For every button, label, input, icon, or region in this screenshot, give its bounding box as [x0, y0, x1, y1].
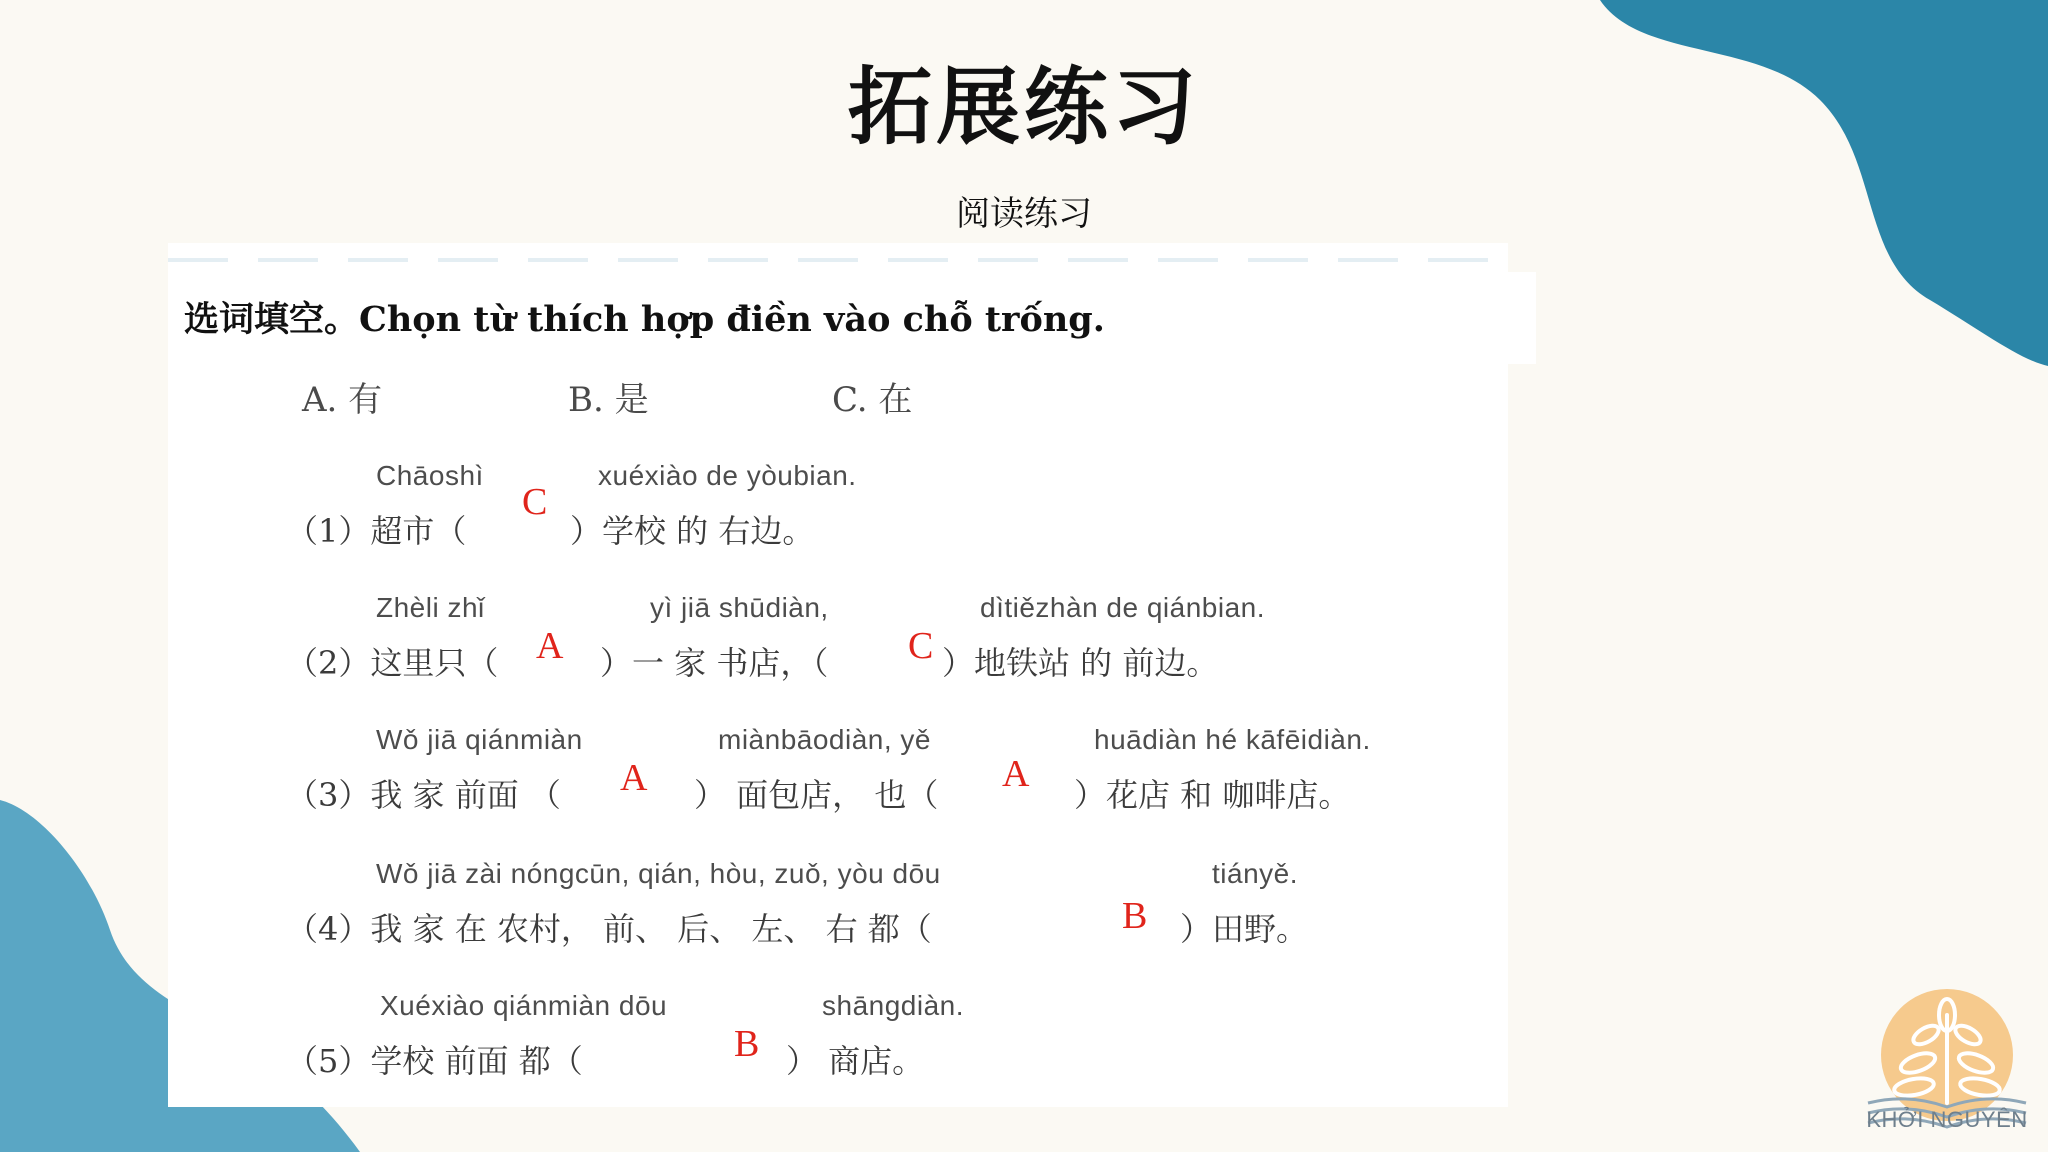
item-2-answer-2: C [908, 625, 934, 667]
item-3-pinyin: Wǒ jiā qiánmiàn [376, 724, 583, 755]
option-a: A. 有 [302, 380, 383, 420]
item-3-answer-2: A [1002, 753, 1030, 795]
item-1-pinyin: xuéxiào de yòubian. [598, 460, 857, 491]
item-2-pinyin: dìtiězhàn de qiánbian. [980, 592, 1265, 623]
item-2-text: （2）这里只（ [286, 644, 499, 682]
item-5-answer: B [734, 1023, 760, 1065]
item-5-text: （5）学校 前面 都（ [286, 1042, 583, 1080]
item-2-pinyin: Zhèli zhǐ [376, 592, 485, 623]
item-3-answer-1: A [620, 757, 648, 799]
item-3-text: ）花店 和 咖啡店。 [1074, 776, 1351, 814]
item-2-answer-1: A [536, 625, 564, 667]
item-4-text: ）田野。 [1180, 910, 1309, 948]
item-1-text: （1）超市（ [286, 512, 467, 550]
item-2-text: ）一 家 书店，（ [600, 644, 829, 682]
item-4-pinyin: tiányě. [1212, 858, 1298, 889]
item-3-text: （3）我 家 前面 （ [286, 776, 561, 814]
option-b: B. 是 [568, 380, 649, 420]
item-4-pinyin: Wǒ jiā zài nóngcūn, qián, hòu, zuǒ, yòu dōu [376, 858, 941, 889]
item-4-answer: B [1122, 895, 1148, 937]
item-2-pinyin: yì jiā shūdiàn, [650, 592, 829, 623]
item-5-text: ） 商店。 [786, 1042, 925, 1080]
item-1-answer: C [522, 481, 548, 523]
item-3-pinyin: miànbāodiàn, yě [718, 724, 931, 755]
item-3-pinyin: huādiàn hé kāfēidiàn. [1094, 724, 1371, 755]
slide-subtitle: 阅读练习 [956, 194, 1092, 234]
instruction-text: 选词填空。Chọn từ thích hợp điền vào chỗ trống. [184, 299, 1105, 340]
option-c: C. 在 [832, 380, 913, 420]
logo-text: KHỞI NGUYÊN [1866, 1107, 2028, 1132]
item-4-text: （4）我 家 在 农村， 前、 后、 左、 右 都（ [286, 910, 932, 948]
item-3-text: ） 面包店， 也（ [694, 776, 939, 814]
item-2-text: ）地铁站 的 前边。 [942, 644, 1219, 682]
panel-top-divider [168, 258, 1508, 262]
slide-title: 拓展练习 [847, 57, 1200, 156]
item-1-text: ）学校 的 右边。 [570, 512, 815, 550]
item-5-pinyin: shāngdiàn. [822, 990, 965, 1021]
item-1-pinyin: Chāoshì [376, 460, 484, 491]
item-5-pinyin: Xuéxiào qiánmiàn dōu [380, 990, 668, 1021]
